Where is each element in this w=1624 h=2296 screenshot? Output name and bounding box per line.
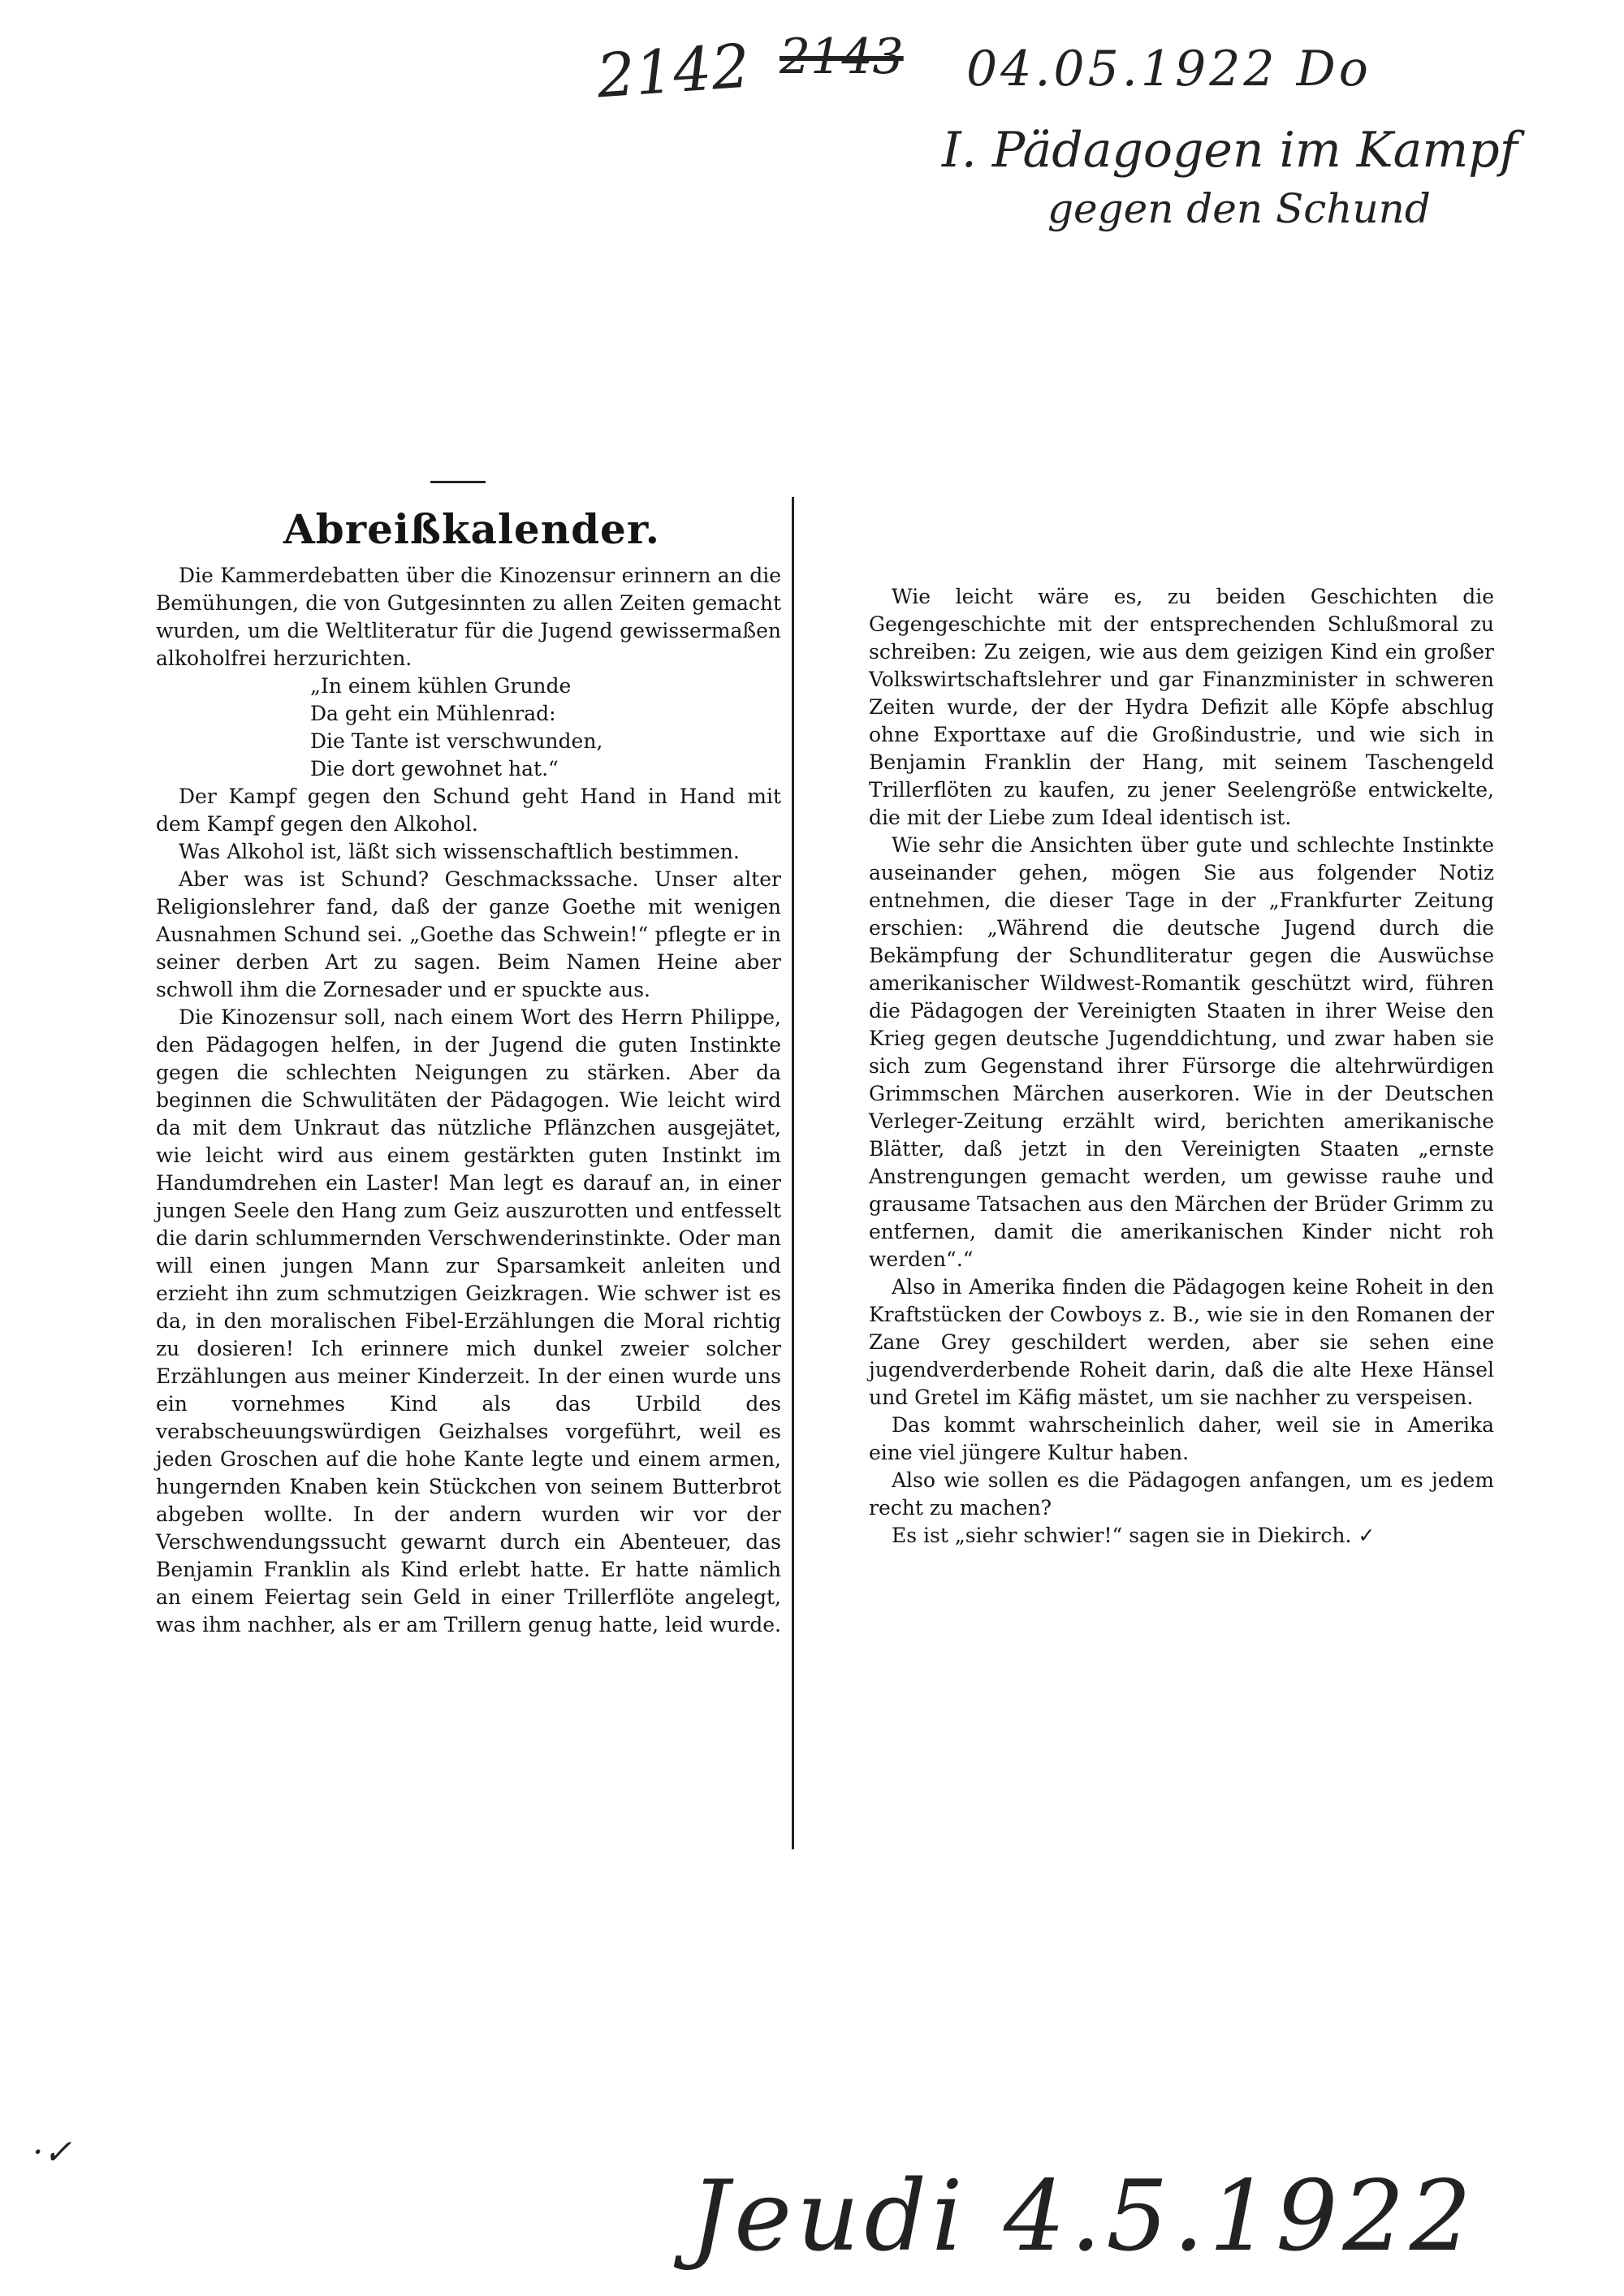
column-divider	[792, 497, 794, 1849]
footer-date-handwritten: Jeudi 4.5.1922	[690, 2160, 1477, 2273]
archive-number-handwritten: 2142	[594, 31, 753, 112]
poem-line: Die dort gewohnet hat.“	[310, 757, 559, 780]
left-paragraph-1: Die Kammerdebatten über die Kinozensur erinnern an die Bemühungen, die von Gutgesinnten zu allen Zeiten gemacht wurden, um die Weltliteratur für die Jugend gewissermaßen alkoholfrei herzurichten.	[156, 564, 781, 670]
poem-line: „In einem kühlen Grunde	[310, 674, 572, 698]
quoted-poem	[156, 672, 781, 783]
topic-note-line2: gegen den Schund	[1047, 185, 1431, 232]
right-paragraph-6: Es ist „siehr schwier!“ sagen sie in Diekirch. ✓	[892, 1524, 1376, 1547]
date-note-handwritten: 04.05.1922 Do	[966, 41, 1371, 97]
topic-note-line1: I. Pädagogen im Kampf	[942, 122, 1518, 179]
right-paragraph-4: Das kommt wahrscheinlich daher, weil sie in Amerika eine viel jüngere Kultur haben.	[869, 1413, 1494, 1464]
struck-number-handwritten: 2143	[780, 28, 904, 85]
poem-line: Die Tante ist verschwunden,	[310, 729, 603, 753]
left-paragraph-5: Die Kinozensur soll, nach einem Wort des Herrn Philippe, den Pädagogen helfen, in der Jugend die guten Instinkte gegen die schlechten Neigungen zu stärken. Aber da beginnen die Schwulitäten der Pädagogen. Wie leicht wird da mit dem Unkraut das nützliche Pflänzchen ausgejätet, wie leicht wird aus einem gestärkten guten Instinkt im Handumdrehen ein Laster! Man legt es darauf an, in einer jungen Seele den Hang zum Geiz auszurotten und entfesselt die darin schlummernden Verschwenderinstinkte. Oder man will einen jungen Mann zur Sparsamkeit anleiten und erzieht ihn zum schmutzigen Geizkragen. Wie schwer ist es da, in den moralischen Fibel-Erzählungen die Moral richtig zu dosieren! Ich erinnere mich dunkel zweier solcher Erzählungen aus meiner Kinderzeit. In der einen wurde uns ein vornehmes Kind als das Urbild des verabscheuungswürdigen Geizhalses vorgeführt, weil es jeden Groschen auf die hohe Kante legte und einem armen, hungernden Knaben kein Stückchen von seinem Butterbrot abgeben wollte. In der andern wurden wir vor der Verschwendungssucht gewarnt durch ein Abenteuer, das Benjamin Franklin als Kind erlebt hatte. Er hatte nämlich an einem Feiertag sein Geld in einer Trillerflöte angelegt, was ihm nachher, als er am Trillern genug hatte, leid wurde.	[156, 1005, 781, 1637]
stray-pencil-mark: ·✓	[32, 2132, 72, 2172]
article-right-column	[869, 583, 1494, 1550]
left-paragraph-3: Was Alkohol ist, läßt sich wissenschaftlich bestimmen.	[179, 840, 740, 863]
left-paragraph-2: Der Kampf gegen den Schund geht Hand in Hand mit dem Kampf gegen den Alkohol.	[156, 785, 781, 836]
right-paragraph-3: Also in Amerika finden die Pädagogen keine Roheit in den Kraftstücken der Cowboys z. B., wie sie in den Romanen der Zane Grey geschildert werden, aber sie sehen eine jugendverderbende Roheit darin, daß die alte Hexe Hänsel und Gretel im Käfig mästet, um sie nachher zu verspeisen.	[869, 1275, 1494, 1409]
right-paragraph-2: Wie sehr die Ansichten über gute und schlechte Instinkte auseinander gehen, mögen Sie aus folgender Notiz entnehmen, die dieser Tage in der „Frankfurter Zeitung erschien: „Während die deutsche Jugend durch die Bekämpfung der Schundliteratur gegen die Auswüchse amerikanischer Wildwest-Romantik geschützt wird, führen die Pädagogen der Vereinigten Staaten in ihrer Weise den Krieg gegen deutsche Jugenddichtung, und zwar haben sie sich zum Gegenstand ihrer Fürsorge die altehrwürdigen Grimmschen Märchen auserkoren. Wie in der Deutschen Verleger-Zeitung erzählt wird, berichten amerikanische Blätter, daß jetzt in den Vereinigten Staaten „ernste Anstrengungen gemacht werden, um gewisse rauhe und grausame Tatsachen aus den Märchen der Brüder Grimm zu entfernen, damit die amerikanischen Kinder nicht roh werden“.“	[869, 833, 1494, 1271]
left-paragraph-4: Aber was ist Schund? Geschmackssache. Unser alter Religionslehrer fand, daß der ganze Goethe mit wenigen Ausnahmen Schund sei. „Goethe das Schwein!“ pflegte er in seiner derben Art zu sagen. Beim Namen Heine aber schwoll ihm die Zornesader und er spuckte aus.	[156, 867, 781, 1001]
article-title: Abreißkalender.	[283, 505, 661, 553]
right-paragraph-5: Also wie sollen es die Pädagogen anfangen, um es jedem recht zu machen?	[869, 1468, 1494, 1520]
title-rule	[430, 481, 486, 483]
article-left-column	[156, 562, 781, 1639]
right-paragraph-1: Wie leicht wäre es, zu beiden Geschichten die Gegengeschichte mit der entsprechenden Schlußmoral zu schreiben: Zu zeigen, wie aus dem geizigen Kind ein großer Volkswirtschaftslehrer und gar Finanzminister in schweren Zeiten wurde, der der Hydra Defizit alle Köpfe abschlug ohne Exporttaxe auf die Großindustrie, und wie sich in Benjamin Franklin der Hang, mit seinem Taschengeld Trillerflöten zu kaufen, zu jener Seelengröße entwickelte, die mit der Liebe zum Ideal identisch ist.	[869, 585, 1494, 829]
poem-line: Da geht ein Mühlenrad:	[310, 702, 556, 725]
